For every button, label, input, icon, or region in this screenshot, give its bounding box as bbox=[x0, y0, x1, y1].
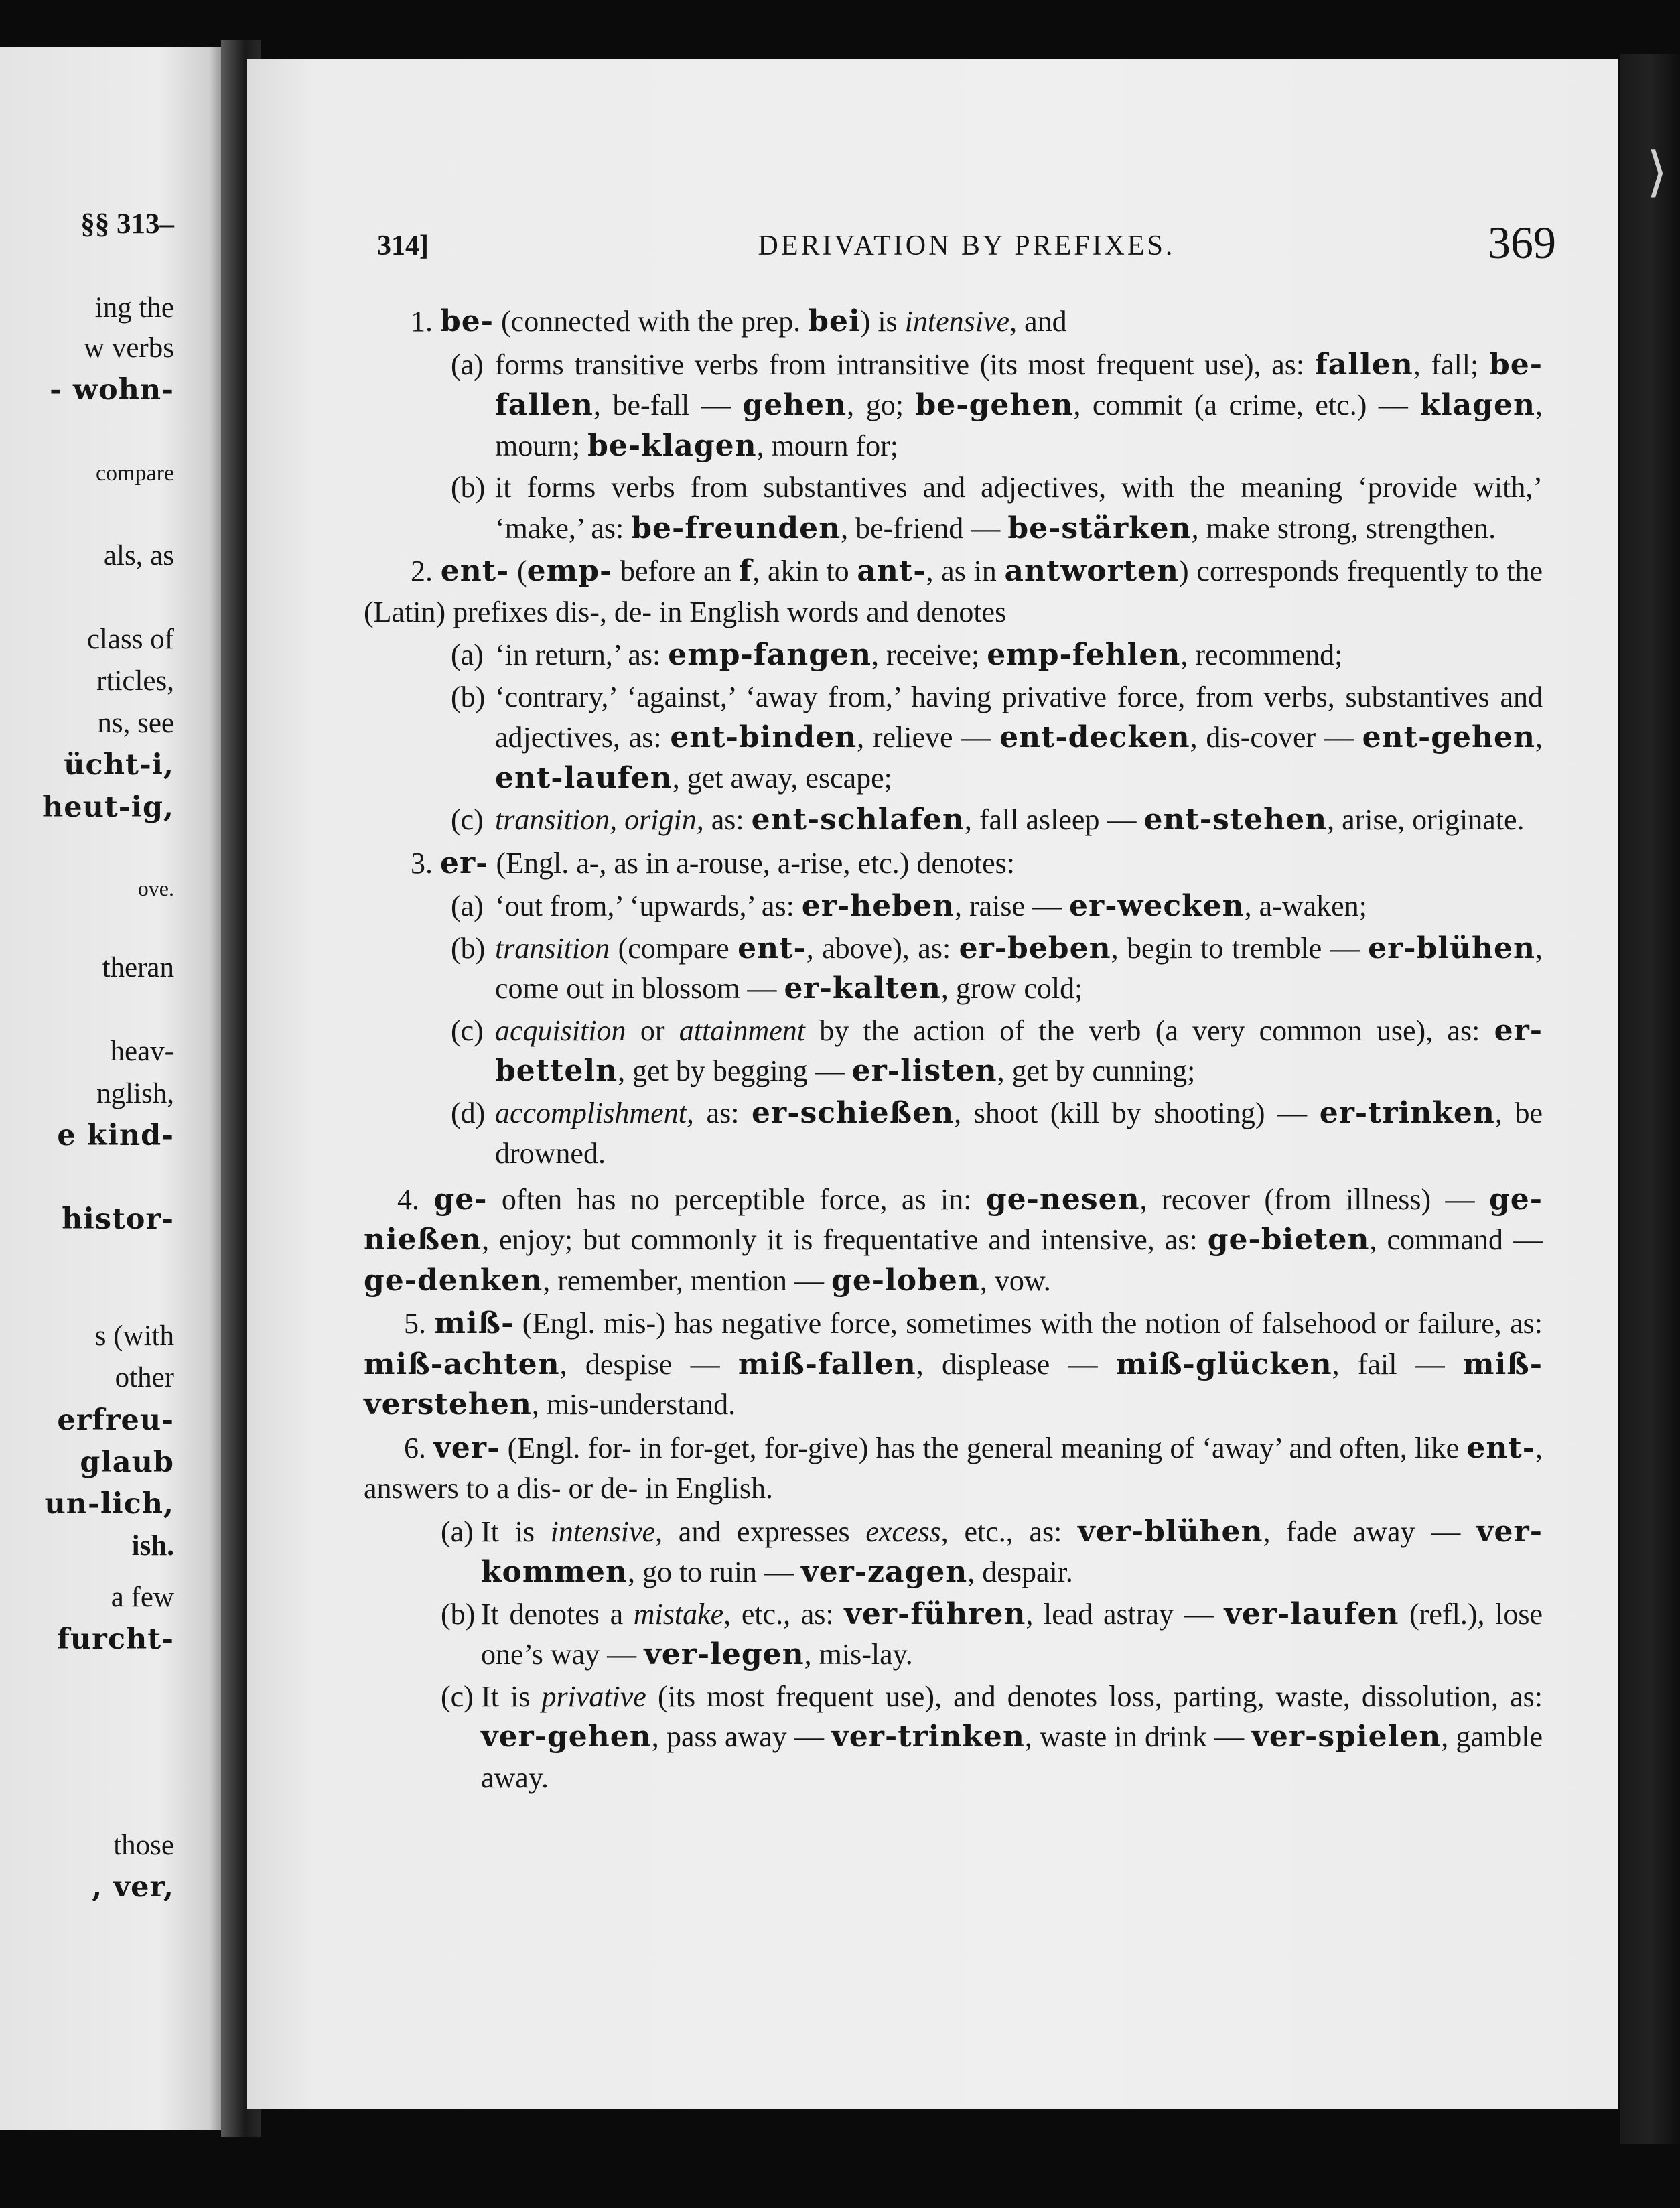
book-page bbox=[247, 59, 1618, 2109]
left-fragment: - wohn- bbox=[50, 373, 174, 407]
subitem: (c) transition, origin, as: ent-schlafen, fall asleep — ent-stehen, arise, originate. bbox=[451, 803, 1525, 837]
left-fragment: ish. bbox=[131, 1530, 174, 1562]
left-fragment: compare bbox=[95, 461, 174, 486]
section-er: 3. er- (Engl. a-, as in a-rouse, a-rise, etc.) denotes: bbox=[411, 845, 1016, 880]
subitem: (b) It denotes a mistake, etc., as: ver-führen, lead astray — ver-laufen (refl.), lose one’s way — ver-legen, mis-lay. bbox=[441, 1596, 1543, 1671]
section-ge: 4. ge- often has no perceptible force, as in: ge-nesen, recover (from illness) — ge-nießen, enjoy; but commonly it is frequentative and intensive, as: ge-bieten, command — ge-denken, remember, mention — ge-loben, vow. bbox=[364, 1182, 1543, 1298]
prefix-term: ver- bbox=[433, 1430, 500, 1465]
left-fragment: s (with bbox=[94, 1320, 174, 1352]
prefix-term: ent- bbox=[440, 554, 510, 588]
page-header bbox=[377, 216, 1556, 290]
page-body bbox=[364, 301, 1543, 1798]
subitem: (d) accomplishment, as: er-schießen, shoot (kill by shooting) — er-trinken, be drowned. bbox=[451, 1095, 1543, 1170]
section-be: 1. be- (connected with the prep. bei) is intensive, and bbox=[411, 304, 1067, 338]
section-reference: 314] bbox=[377, 230, 429, 261]
prefix-term: ge- bbox=[433, 1182, 488, 1217]
subitem: (a) It is intensive, and expresses excess, etc., as: ver-blühen, fade away — ver-kommen, go to ruin — ver-zagen, despair. bbox=[441, 1514, 1543, 1589]
left-fragment: erfreu- bbox=[57, 1403, 174, 1437]
left-fragment: ns, see bbox=[97, 707, 174, 739]
left-fragment: other bbox=[115, 1362, 174, 1393]
section-ver: 6. ver- (Engl. for- in for-get, for-give) has the general meaning of ‘away’ and often, like ent-, answers to a dis- or de- in English. bbox=[364, 1430, 1543, 1505]
left-fragment: w verbs bbox=[84, 332, 174, 364]
subitem: (c) It is privative (its most frequent use), and denotes loss, parting, waste, dissolution, as: ver-gehen, pass away — ver-trinken, waste in drink — ver-spielen, gamble away. bbox=[441, 1679, 1543, 1794]
left-fragment: ücht-i, bbox=[64, 748, 174, 782]
left-fragment: a few bbox=[111, 1582, 174, 1613]
left-fragment: glaub bbox=[80, 1446, 174, 1479]
left-fragment: class of bbox=[86, 624, 174, 655]
left-fragment: ove. bbox=[137, 876, 174, 900]
left-fragment: nglish, bbox=[96, 1078, 174, 1109]
left-fragment: heav- bbox=[110, 1036, 174, 1067]
section-ent: 2. ent- (emp- before an f, akin to ant-, as in antworten) corresponds frequently to the (Latin) prefixes dis-, de- in English words and denotes bbox=[364, 554, 1543, 628]
edge-bracket-icon: ⟩ bbox=[1647, 143, 1668, 202]
previous-page-fragment bbox=[0, 47, 228, 2130]
prefix-term: be- bbox=[440, 304, 494, 338]
left-fragment: , ver, bbox=[92, 1870, 174, 1904]
subitem: (a) ‘in return,’ as: emp-fangen, receive; emp-fehlen, recommend; bbox=[451, 638, 1343, 672]
subitem: (b) transition (compare ent-, above), as: er-beben, begin to tremble — er-blühen, come out in blossom — er-kalten, grow cold; bbox=[451, 930, 1543, 1006]
left-fragment: histor- bbox=[62, 1202, 174, 1236]
left-fragment: ing the bbox=[94, 292, 174, 324]
left-fragment: e kind- bbox=[57, 1119, 174, 1152]
left-fragment: als, as bbox=[103, 540, 174, 571]
subitem: (a) ‘out from,’ ‘upwards,’ as: er-heben, raise — er-wecken, a-waken; bbox=[451, 889, 1367, 923]
subitem: (a) forms transitive verbs from intransitive (its most frequent use), as: fallen, fall; be-fallen, be-fall — gehen, go; be-gehen, commit (a crime, etc.) — klagen, mourn; be-klagen, mourn for; bbox=[451, 347, 1543, 463]
prefix-term: er- bbox=[440, 845, 489, 880]
left-fragment: rticles, bbox=[96, 665, 174, 697]
left-fragment: §§ 313– bbox=[80, 208, 174, 240]
page-number: 369 bbox=[1488, 217, 1556, 268]
left-fragment: un-lich, bbox=[44, 1487, 174, 1521]
subitem: (b) ‘contrary,’ ‘against,’ ‘away from,’ having privative force, from verbs, substantives and adjectives, as: ent-binden, relieve — ent-decken, dis-cover — ent-gehen, ent-laufen, get away, escape; bbox=[451, 680, 1543, 795]
subitem: (b) it forms verbs from substantives and adjectives, with the meaning ‘provide with,’ ‘make,’ as: be-freunden, be-friend — be-stärken, make strong, strengthen. bbox=[451, 471, 1543, 545]
running-title: DERIVATION BY PREFIXES. bbox=[758, 230, 1176, 261]
subitem: (c) acquisition or attainment by the action of the verb (a very common use), as: er-betteln, get by begging — er-listen, get by cunning; bbox=[451, 1013, 1543, 1088]
left-fragment: those bbox=[113, 1830, 174, 1861]
left-fragment: theran bbox=[102, 952, 174, 983]
section-miss: 5. miß- (Engl. mis-) has negative force, sometimes with the notion of falsehood or failure, as: miß-achten, despise — miß-fallen, displease — miß-glücken, fail — miß-verstehen, mis-understand. bbox=[364, 1306, 1543, 1422]
prefix-term: miß- bbox=[434, 1306, 514, 1340]
left-fragment: heut-ig, bbox=[42, 790, 174, 824]
page-edge bbox=[1620, 54, 1680, 2144]
left-fragment: furcht- bbox=[57, 1623, 174, 1656]
